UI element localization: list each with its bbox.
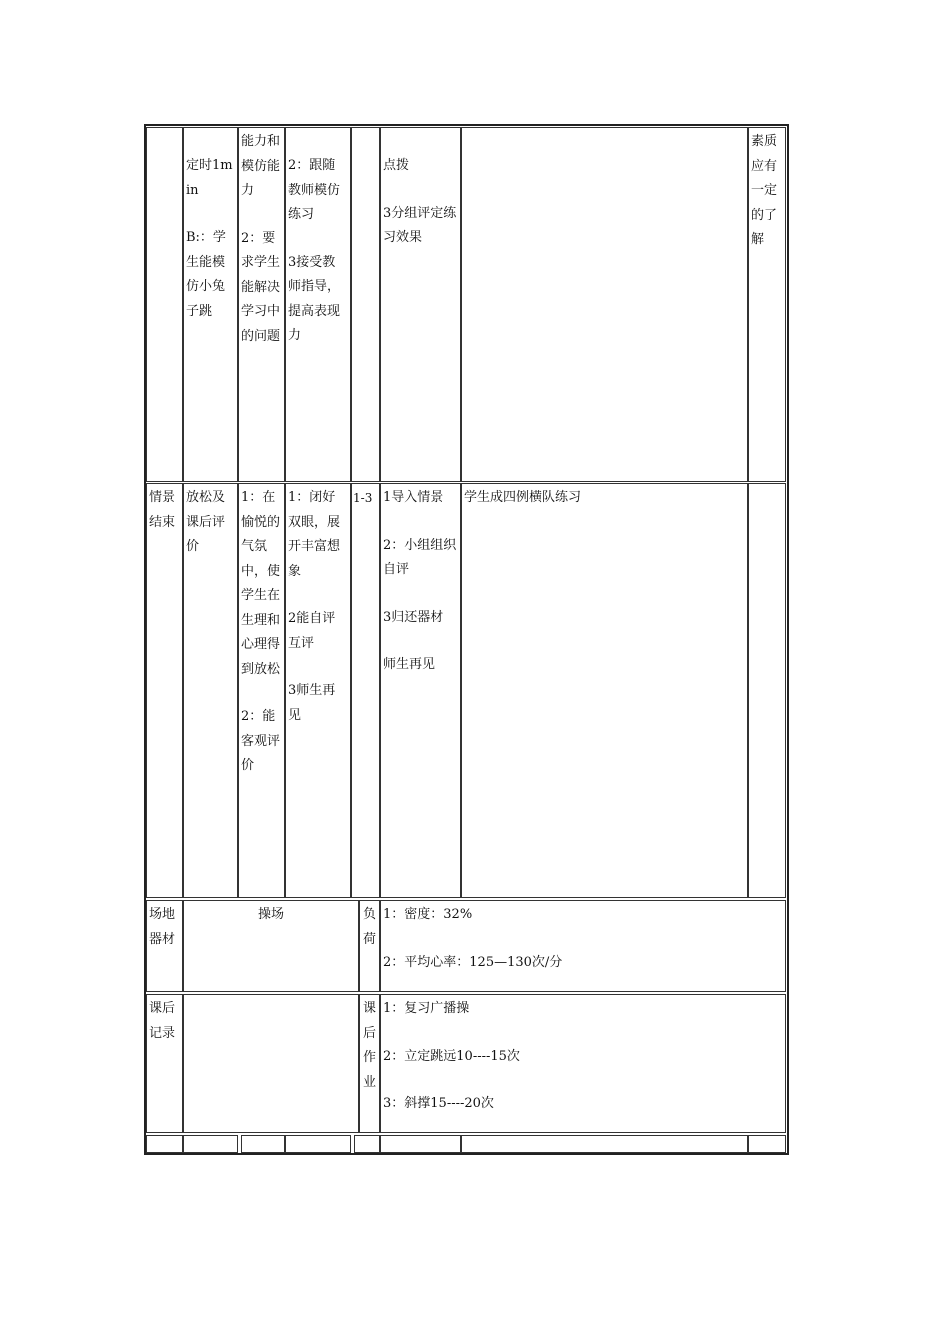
- r2-col6-p3: 3归还器材: [383, 609, 444, 625]
- r2-col6-p2: 2：小组组织自评: [383, 537, 457, 577]
- footer-col3: [241, 1135, 285, 1153]
- r2-col3: [238, 483, 285, 898]
- r1-col4: [285, 127, 351, 482]
- r2-col8: [748, 483, 786, 898]
- r1-col1: [146, 127, 183, 482]
- record-value: [183, 994, 359, 1133]
- r2-col6-p1: 1导入情景: [383, 490, 444, 505]
- footer-col6: [380, 1135, 461, 1153]
- load-item-1: 1：密度：32%: [383, 907, 473, 922]
- r2-col7: 学生成四例横队练习: [461, 483, 748, 898]
- homework-item-3: 3：斜撑15----20次: [383, 1096, 494, 1111]
- r1-col5: [351, 127, 380, 482]
- homework-item-1: 1：复习广播操: [383, 1001, 470, 1016]
- r2-col5: 1-3: [351, 483, 380, 898]
- r2-col6: [380, 483, 461, 898]
- r1-col4-p2: 3接受教师指导，提高表现力: [288, 254, 341, 343]
- footer-col1: [146, 1135, 183, 1153]
- homework-details: [380, 994, 786, 1133]
- r1-col2-p1: 定时1min: [186, 158, 233, 198]
- r1-col2: [183, 127, 238, 482]
- r2-col6-p4: 师生再见: [383, 657, 436, 672]
- r2-col4-p3: 3师生再见: [288, 683, 336, 723]
- footer-col2: [183, 1135, 238, 1153]
- r2-col3-p2: 2：能客观评价: [241, 709, 281, 773]
- r1-col6-p2: 3分组评定练习效果: [383, 205, 457, 245]
- r1-col6: [380, 127, 461, 482]
- homework-label: 课后作业: [359, 994, 380, 1133]
- load-details: [380, 900, 786, 992]
- record-label: 课后记录: [146, 994, 183, 1133]
- r1-col3-p1: 能力和模仿能力: [241, 134, 281, 198]
- venue-value: 操场: [183, 900, 359, 992]
- r1-col3: [238, 127, 285, 482]
- r1-col2-p2: B:：学生能模仿小兔子跳: [186, 230, 226, 319]
- r2-col2: 放松及课后评价: [183, 483, 238, 898]
- r1-col7: [461, 127, 748, 482]
- venue-label: 场地器材: [146, 900, 183, 992]
- r1-col8: 素质应有一定的了解: [748, 127, 786, 482]
- r2-col3-p1: 1：在愉悦的气氛中，使学生在生理和心理得到放松: [241, 490, 281, 677]
- r1-col4-p1: 2：跟随教师模仿练习: [288, 158, 341, 222]
- r2-col4-p1: 1：闭好双眼，展开丰富想象: [288, 490, 341, 579]
- footer-col7: [461, 1135, 748, 1153]
- load-item-2: 2：平均心率：125—130次/分: [383, 954, 563, 970]
- footer-col4: [285, 1135, 351, 1153]
- footer-col8: [748, 1135, 786, 1153]
- homework-item-2: 2：立定跳远10----15次: [383, 1048, 520, 1064]
- load-label: 负荷: [359, 900, 380, 992]
- r2-col4: [285, 483, 351, 898]
- r1-col6-p1: 点拨: [383, 158, 410, 173]
- r2-col4-p2: 2能自评互评: [288, 611, 336, 651]
- footer-col5: [354, 1135, 380, 1153]
- r1-col3-p2: 2：要求学生能解决学习中的问题: [241, 230, 281, 344]
- r2-col1: 情景结束: [146, 483, 183, 898]
